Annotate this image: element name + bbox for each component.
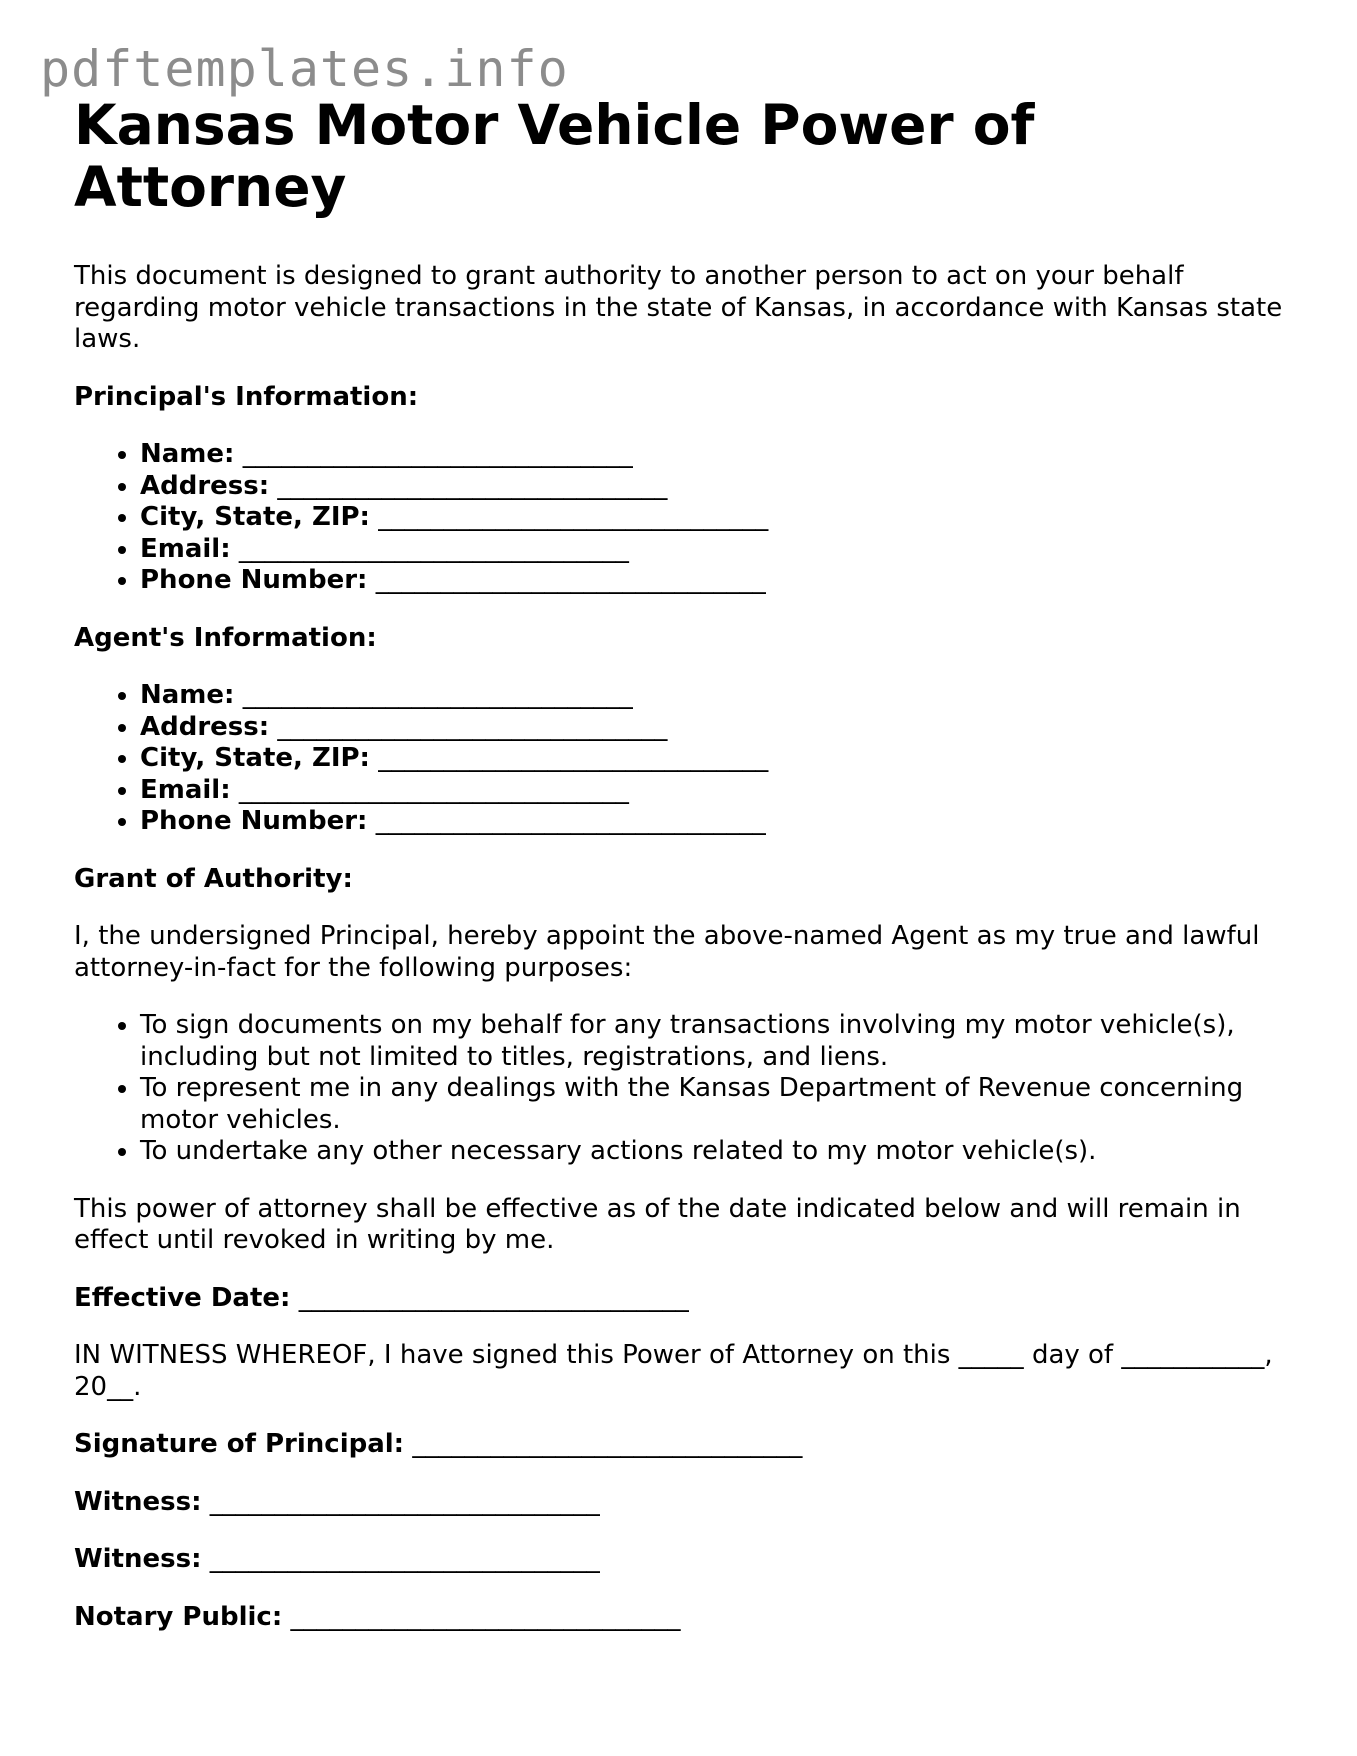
agent-name-field[interactable] [140, 680, 1304, 712]
field-blank[interactable]: ______________________________ [378, 502, 769, 532]
field-label: Address: [140, 711, 270, 742]
principal-city-state-zip-field[interactable] [140, 502, 1304, 534]
field-label: Name: [140, 439, 235, 469]
effect-paragraph: This power of attorney shall be effective as of the date indicated below and will remain in effect until revoked in writing by me. [74, 1193, 1241, 1255]
principal-signature-field[interactable] [74, 1429, 1304, 1461]
field-label: Phone Number: [140, 565, 368, 595]
notary-signature-field[interactable] [74, 1602, 1304, 1634]
field-blank[interactable]: ______________________________ [209, 1544, 600, 1574]
field-label: Address: [140, 470, 270, 501]
principal-name-field[interactable] [140, 439, 1304, 471]
grant-purposes-list [74, 1010, 1304, 1168]
agent-heading: Agent's Information: [74, 622, 377, 653]
field-blank[interactable]: ______________________________ [375, 806, 766, 836]
witness-whereof-paragraph[interactable]: IN WITNESS WHEREOF, I have signed this Power of Attorney on this _____ day of ___________, 20__. [74, 1340, 1273, 1402]
watermark: pdftemplates.info [40, 40, 569, 98]
field-blank[interactable]: ______________________________ [238, 533, 629, 564]
agent-phone-field[interactable] [140, 806, 1304, 838]
field-blank[interactable]: ______________________________ [209, 1486, 600, 1517]
field-label: Signature of Principal: [74, 1429, 405, 1459]
agent-email-field[interactable] [140, 775, 1304, 807]
field-blank[interactable]: ______________________________ [238, 774, 629, 805]
effective-date-field[interactable] [74, 1283, 1304, 1315]
purpose-item: • To represent me in any dealings with the Kansas Department of Revenue concerning motor vehicles. [140, 1073, 1304, 1136]
field-blank[interactable]: ______________________________ [298, 1282, 689, 1313]
intro-paragraph: This document is designed to grant authority to another person to act on your behalf regarding motor vehicle transactions in the state of Kansas, in accordance with Kansas state laws. [74, 261, 1283, 354]
field-blank[interactable]: ______________________________ [242, 439, 633, 469]
field-blank[interactable]: ______________________________ [378, 743, 769, 773]
field-label: Notary Public: [74, 1601, 283, 1632]
field-blank[interactable]: ______________________________ [412, 1429, 803, 1459]
principal-address-field[interactable] [140, 471, 1304, 503]
witness-signature-field-2[interactable] [74, 1544, 1304, 1576]
purpose-item: • To undertake any other necessary actions related to my motor vehicle(s). [140, 1136, 1304, 1168]
field-label: Name: [140, 680, 235, 710]
field-blank[interactable]: ______________________________ [375, 565, 766, 595]
field-label: Phone Number: [140, 806, 368, 836]
field-label: Email: [140, 533, 231, 564]
field-blank[interactable]: ______________________________ [277, 711, 668, 742]
agent-city-state-zip-field[interactable] [140, 743, 1304, 775]
field-label: Witness: [74, 1486, 202, 1517]
field-label: Email: [140, 774, 231, 805]
field-label: Effective Date: [74, 1282, 291, 1313]
agent-address-field[interactable] [140, 712, 1304, 744]
agent-fields [74, 680, 1304, 838]
witness-signature-field-1[interactable] [74, 1487, 1304, 1519]
field-label: City, State, ZIP: [140, 502, 370, 532]
principal-fields [74, 439, 1304, 597]
principal-heading: Principal's Information: [74, 381, 419, 412]
field-blank[interactable]: ______________________________ [277, 470, 668, 501]
grant-paragraph: I, the undersigned Principal, hereby appoint the above-named Agent as my true and lawful attorney-in-fact for the following purposes: [74, 921, 1260, 983]
field-blank[interactable]: ______________________________ [242, 680, 633, 710]
field-blank[interactable]: ______________________________ [290, 1601, 681, 1632]
principal-email-field[interactable] [140, 534, 1304, 566]
grant-heading: Grant of Authority: [74, 863, 353, 894]
purpose-item: • To sign documents on my behalf for any transactions involving my motor vehicle(s), including but not limited to titles, registrations, and liens. [140, 1010, 1304, 1073]
field-label: Witness: [74, 1544, 202, 1574]
document-page [74, 94, 1304, 1633]
field-label: City, State, ZIP: [140, 743, 370, 773]
principal-phone-field[interactable] [140, 565, 1304, 597]
document-title: Kansas Motor Vehicle Power of Attorney [74, 93, 1035, 219]
